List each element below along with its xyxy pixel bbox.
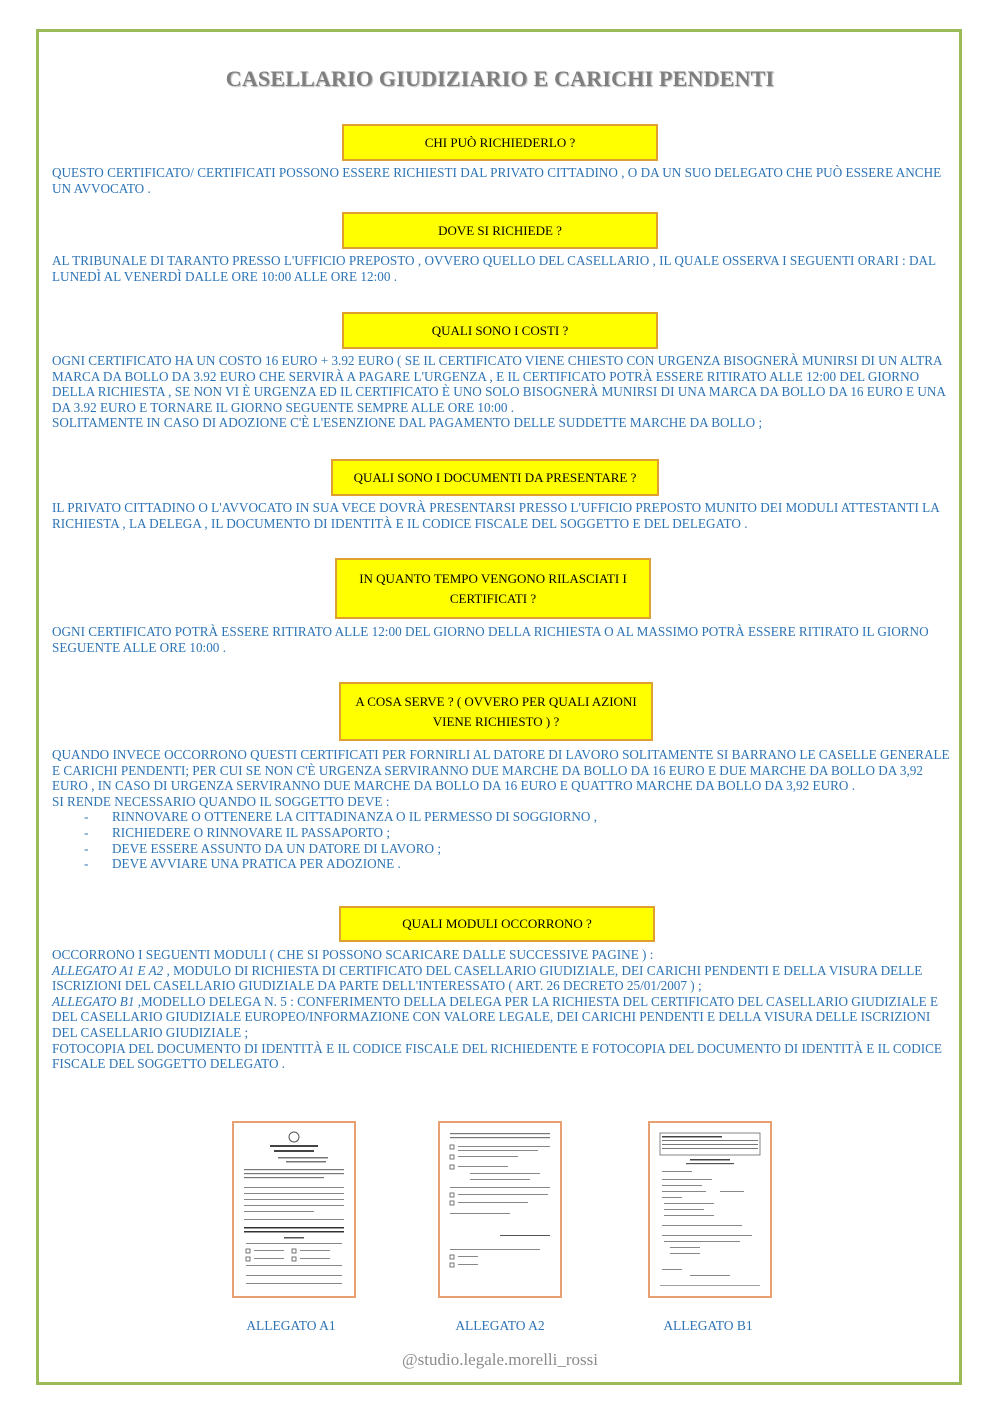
question-box-costs: QUALI SONO I COSTI ? [342,312,658,349]
allegato-b1-text: ,MODELLO DELEGA N. 5 : CONFERIMENTO DELLA DELEGA PER LA RICHIESTA DEL CERTIFICATO DEL CASELLARIO GIUDIZIALE E DEL CASELLARIO GIUDIZIALE EUROPEO/INFORMAZIONE CON VALORE LEGALE, DEI CARICHI PENDENTI E DELLA VISURA DELLE ISCRIZIONI DEL CASELLARIO GIUDIZIALE ; [52,993,939,1040]
list-item [52,825,957,841]
question-box-time: IN QUANTO TEMPO VENGONO RILASCIATI I CERTIFICATI ? [335,558,651,619]
modules-id-copy: FOTOCOPIA DEL DOCUMENTO DI IDENTITÀ E IL CODICE FISCALE DEL RICHIEDENTE E FOTOCOPIA DEL DOCUMENTO DI IDENTITÀ E IL CODICE FISCALE DEL SOGGETTO DELEGATO . [52,1040,942,1072]
bullet-dash: - [84,840,89,856]
modules-intro: OCCORRONO I SEGUENTI MODULI ( CHE SI POSSONO SCARICARE DALLE SUCCESSIVE PAGINE ) : [52,947,654,962]
bullet-dash: - [84,856,89,872]
document-preview-icon [650,1123,770,1296]
list-item-text: RICHIEDERE O RINNOVARE IL PASSAPORTO ; [112,824,391,840]
allegato-b1-caption: ALLEGATO B1 [663,1318,753,1333]
question-box-purpose: A COSA SERVE ? ( OVVERO PER QUALI AZIONI VIENE RICHIESTO ) ? [339,682,653,741]
page-title: CASELLARIO GIUDIZIARIO E CARICHI PENDENTI [225,66,775,91]
answer-purpose-intro: SI RENDE NECESSARIO QUANDO IL SOGGETTO DEVE : [52,793,390,809]
answer-costs-main: OGNI CERTIFICATO HA UN COSTO 16 EURO + 3.92 EURO ( SE IL CERTIFICATO VIENE CHIESTO CON URGENZA BISOGNERÀ MUNIRSI DI UN ALTRA MARCA DA BOLLO DA 3.92 EURO CHE SERVIRÀ A PAGARE L'URGENZA , E IL CERTIFICATO POTRÀ ESSERE RITIRATO ALLE 12:00 DEL GIORNO DELLA RICHIESTA , SE NON VI È URGENZA ED IL CERTIFICATO È UNO SOLO BISOGNERÀ MUNIRSI DI UNA MARCA DA BOLLO DA 16 EURO E UNA DA 3.92 EURO E TORNARE IL GIORNO SEGUENTE SEMPRE ALLE ORE 10:00 . [52,353,946,415]
answer-who: QUESTO CERTIFICATO/ CERTIFICATI POSSONO ESSERE RICHIESTI DAL PRIVATO CITTADINO , O DA UN SUO DELEGATO CHE PUÒ ESSERE ANCHE UN AVVOCATO . [52,165,942,196]
question-box-modules: QUALI MODULI OCCORRONO ? [339,906,655,942]
allegato-a1-label: ALLEGATO A1 E A2 , [52,962,170,978]
allegato-b1-label: ALLEGATO B1 [52,993,135,1009]
list-item-text: DEVE ESSERE ASSUNTO DA UN DATORE DI LAVORO ; [112,840,441,856]
answer-costs-exemption: SOLITAMENTE IN CASO DI ADOZIONE C'È L'ESENZIONE DAL PAGAMENTO DELLE SUDDETTE MARCHE DA BOLLO ; [52,415,763,431]
answer-costs [52,353,957,431]
list-item-text: RINNOVARE O OTTENERE LA CITTADINANZA O IL PERMESSO DI SOGGIORNO , [112,809,598,825]
list-item [52,856,957,872]
bullet-dash: - [84,809,89,825]
allegato-a2-thumbnail[interactable] [438,1121,562,1298]
list-item-text: DEVE AVVIARE UNA PRATICA PER ADOZIONE . [112,856,401,872]
answer-modules [52,947,957,1072]
footer-handle: @studio.legale.morelli_rossi [401,1350,598,1369]
question-box-documents: QUALI SONO I DOCUMENTI DA PRESENTARE ? [331,459,659,496]
allegato-a1-thumbnail[interactable] [232,1121,356,1298]
list-item [52,841,957,857]
bullet-dash: - [84,824,89,840]
answer-purpose [52,747,957,872]
question-box-who: CHI PUÒ RICHIEDERLO ? [342,124,658,161]
modules-a1 [52,963,957,994]
answer-documents: IL PRIVATO CITTADINO O L'AVVOCATO IN SUA VECE DOVRÀ PRESENTARSI PRESSO L'UFFICIO PREPOSTO MUNITO DEI MODULI ATTESTANTI LA RICHIESTA , LA DELEGA , IL DOCUMENTO DI IDENTITÀ E IL CODICE FISCALE DEL SOGGETTO E DEL DELEGATO . [52,500,940,531]
allegato-a1-text: MODULO DI RICHIESTA DI CERTIFICATO DEL CASELLARIO GIUDIZIALE, DEI CARICHI PENDENTI E DELLA VISURA DELLE ISCRIZIONI DEL CASELLARIO GIUDIZIALE DA PARTE DELL'INTERESSATO ( ART. 26 DECRETO 25/01/2007 ) ; [52,962,923,994]
purpose-list [52,809,957,871]
question-box-where: DOVE SI RICHIEDE ? [342,212,658,249]
document-preview-icon [234,1123,354,1296]
modules-b1 [52,994,957,1041]
allegato-a1-caption: ALLEGATO A1 [246,1318,336,1333]
list-item [52,809,957,825]
answer-where: AL TRIBUNALE DI TARANTO PRESSO L'UFFICIO PREPOSTO , OVVERO QUELLO DEL CASELLARIO , IL QUALE OSSERVA I SEGUENTI ORARI : DAL LUNEDÌ AL VENERDÌ DALLE ORE 10:00 ALLE ORE 12:00 . [52,253,936,284]
allegato-a2-caption: ALLEGATO A2 [455,1318,545,1333]
document-preview-icon [440,1123,560,1296]
answer-purpose-text: QUANDO INVECE OCCORRONO QUESTI CERTIFICATI PER FORNIRLI AL DATORE DI LAVORO SOLITAMENTE SI BARRANO LE CASELLE GENERALE E CARICHI PENDENTI; PER CUI SE NON C'È URGENZA SERVIRANNO DUE MARCHE DA BOLLO DA 16 EURO E DUE MARCHE DA BOLLO DA 3,92 EURO , IN CASO DI URGENZA SERVIRANNO DUE MARCHE DA BOLLO DA 16 EURO E QUATTRO MARCHE DA BOLLO DA 3,92 EURO . [52,747,950,794]
answer-time: OGNI CERTIFICATO POTRÀ ESSERE RITIRATO ALLE 12:00 DEL GIORNO DELLA RICHIESTA O AL MASSIMO POTRÀ ESSERE RITIRATO IL GIORNO SEGUENTE ALLE ORE 10:00 . [52,624,929,655]
allegato-b1-thumbnail[interactable] [648,1121,772,1298]
